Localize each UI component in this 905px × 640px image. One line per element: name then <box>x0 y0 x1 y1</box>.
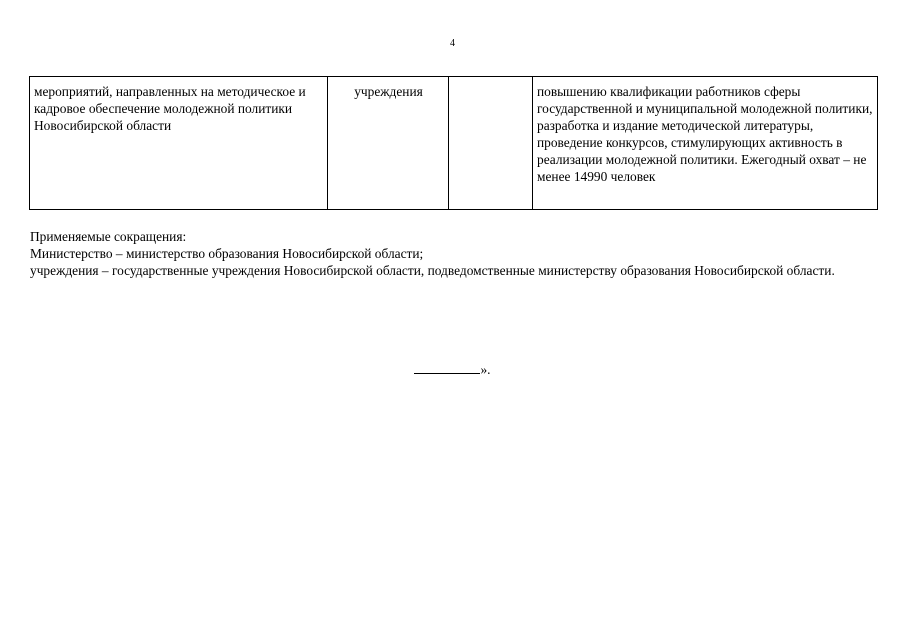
abbreviations-heading: Применяемые сокращения: <box>30 229 187 244</box>
abbreviation-institutions: учреждения – государственные учреждения Новосибирской области, подведомственные министерству образования Новосибирской области. <box>30 263 835 278</box>
empty-cell <box>449 77 533 210</box>
measures-table <box>29 76 878 210</box>
closing-mark <box>0 361 905 378</box>
measure-description-cell: мероприятий, направленных на методическое и кадровое обеспечение молодежной политики Новосибирской области <box>30 77 328 210</box>
abbreviation-ministry: Министерство – министерство образования Новосибирской области; <box>30 246 424 261</box>
abbreviations-section <box>30 228 873 279</box>
executor-cell: учреждения <box>328 77 449 210</box>
closing-line <box>414 363 480 374</box>
closing-suffix: ». <box>480 362 491 377</box>
page-number: 4 <box>450 38 455 49</box>
expected-result-cell: повышению квалификации работников сферы государственной и муниципальной молодежной политики, разработка и издание методической литературы, проведение конкурсов, стимулирующих активность в реализации молодежной политики. Ежегодный охват – не менее 14990 человек <box>533 77 878 210</box>
table-row <box>30 77 878 210</box>
